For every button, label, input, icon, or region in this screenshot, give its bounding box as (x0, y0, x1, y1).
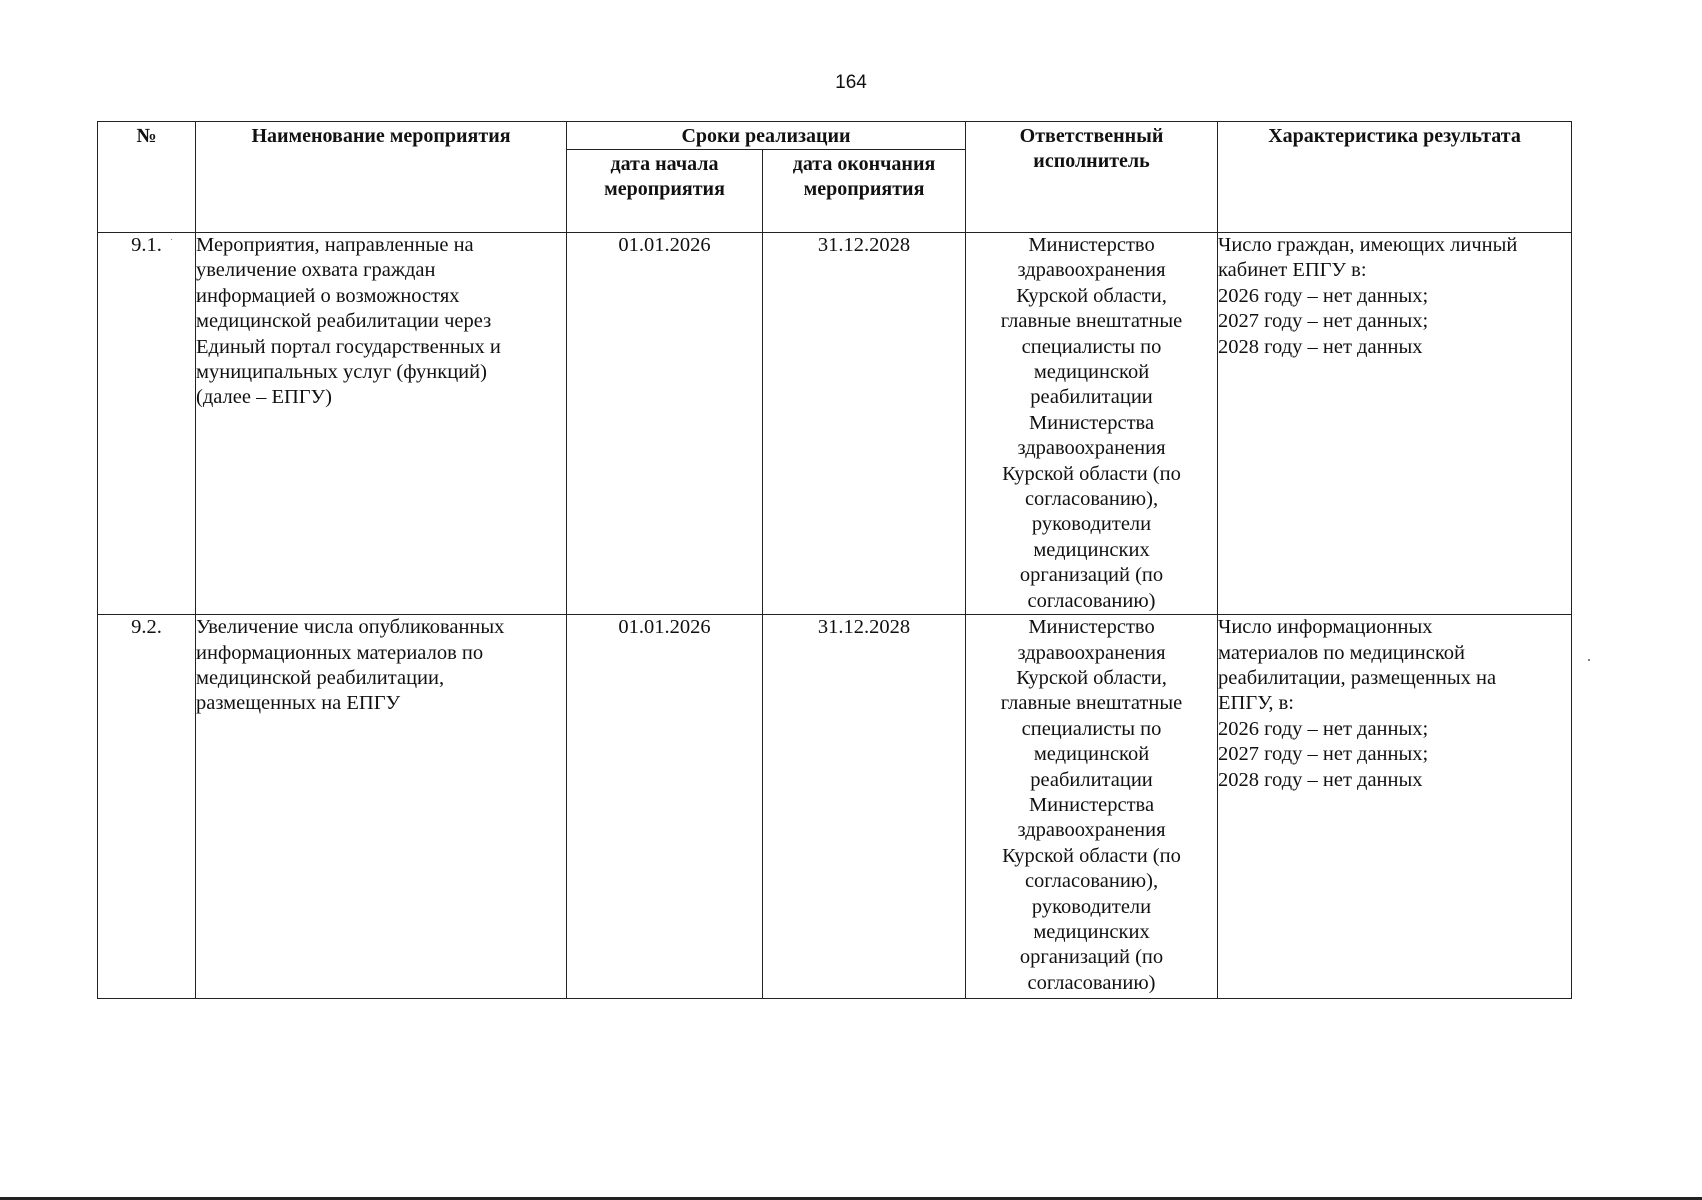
start-date: 01.01.2026 (567, 615, 763, 999)
result-line: 2028 году – нет данных (1218, 335, 1423, 358)
header-responsible: Ответственный исполнитель (966, 122, 1218, 233)
scan-speck (171, 239, 172, 240)
row-number: 9.2. (98, 615, 196, 999)
activity-name (196, 233, 567, 615)
responsible-line: организаций (по (1019, 946, 1164, 969)
responsible-line: Министерства (1028, 793, 1155, 816)
responsible-line: согласованию), (1024, 870, 1159, 893)
result-line: 2026 году – нет данных; (1218, 284, 1429, 307)
responsible-line: руководители (1031, 895, 1152, 918)
activity-name-line: медицинской реабилитации, (196, 666, 445, 689)
result-line: 2027 году – нет данных; (1218, 310, 1429, 333)
responsible-line: согласованию) (1027, 971, 1156, 994)
table-body (98, 233, 1572, 999)
header-number: № (98, 122, 196, 233)
responsible-line: здравоохранения (1017, 641, 1166, 664)
responsible-line: Министерство (1028, 234, 1155, 256)
result-line: Число граждан, имеющих личный (1218, 234, 1518, 256)
activity-name-line: медицинской реабилитации через (196, 310, 492, 333)
result-line: ЕПГУ, в: (1218, 692, 1294, 715)
activity-name-line: увеличение охвата граждан (196, 259, 436, 282)
result-characteristic (1218, 233, 1572, 615)
responsible-line: Курской области, (1016, 284, 1167, 307)
header-terms: Сроки реализации (567, 122, 966, 150)
result-line: кабинет ЕПГУ в: (1218, 259, 1367, 282)
responsible-line: медицинских (1033, 538, 1150, 561)
header-end-date: дата окончания мероприятия (763, 150, 966, 233)
responsible-line: согласованию) (1027, 589, 1156, 612)
responsible-line: Курской области (по (1002, 462, 1181, 485)
activity-name-line: информацией о возможностях (196, 284, 460, 307)
responsible-line: специалисты по (1021, 717, 1162, 740)
activity-name-line: размещенных на ЕПГУ (196, 692, 401, 715)
activity-name-line: муниципальных услуг (функций) (196, 361, 487, 384)
responsible-line: реабилитации (1030, 768, 1153, 791)
responsible-line: медицинской (1033, 361, 1150, 384)
result-line: 2028 году – нет данных (1218, 768, 1423, 791)
activity-name-line: Мероприятия, направленные на (196, 234, 474, 256)
table-header (98, 122, 1572, 233)
responsible-line: медицинской (1033, 743, 1150, 766)
responsible-line: специалисты по (1021, 335, 1162, 358)
header-start-date: дата начала мероприятия (567, 150, 763, 233)
header-result: Характеристика результата (1218, 122, 1572, 233)
responsible-line: медицинских (1033, 920, 1150, 943)
page-number: 164 (835, 72, 867, 93)
table-row (98, 233, 1572, 615)
responsible-line: здравоохранения (1017, 259, 1166, 282)
responsible-line: главные внештатные (1000, 692, 1183, 715)
result-line: материалов по медицинской (1218, 641, 1465, 664)
responsible-line: главные внештатные (1000, 310, 1183, 333)
responsible-line: Министерство (1028, 616, 1155, 639)
end-date: 31.12.2028 (763, 615, 966, 999)
row-number: 9.1. (98, 233, 196, 615)
responsible-executor (966, 233, 1218, 615)
responsible-line: реабилитации (1030, 386, 1153, 409)
result-line: 2026 году – нет данных; (1218, 717, 1429, 740)
responsible-line: согласованию), (1024, 488, 1159, 511)
end-date: 31.12.2028 (763, 233, 966, 615)
activity-name-line: Увеличение числа опубликованных (196, 616, 505, 639)
activities-table (97, 121, 1572, 999)
responsible-line: Курской области, (1016, 666, 1167, 689)
result-characteristic (1218, 615, 1572, 999)
activity-name-line: Единый портал государственных и (196, 335, 501, 358)
responsible-line: Курской области (по (1002, 844, 1181, 867)
responsible-line: здравоохранения (1017, 437, 1166, 460)
result-line: реабилитации, размещенных на (1218, 666, 1497, 689)
activity-name-line: информационных материалов по (196, 641, 484, 664)
header-activity-name: Наименование мероприятия (196, 122, 567, 233)
activity-name-line: (далее – ЕПГУ) (196, 386, 332, 409)
start-date: 01.01.2026 (567, 233, 763, 615)
scan-speck (1588, 659, 1590, 661)
result-line: Число информационных (1218, 616, 1433, 639)
responsible-line: организаций (по (1019, 564, 1164, 587)
activity-name (196, 615, 567, 999)
table-row (98, 615, 1572, 999)
result-line: 2027 году – нет данных; (1218, 743, 1429, 766)
responsible-executor (966, 615, 1218, 999)
responsible-line: руководители (1031, 513, 1152, 536)
responsible-line: Министерства (1028, 411, 1155, 434)
responsible-line: здравоохранения (1017, 819, 1166, 842)
